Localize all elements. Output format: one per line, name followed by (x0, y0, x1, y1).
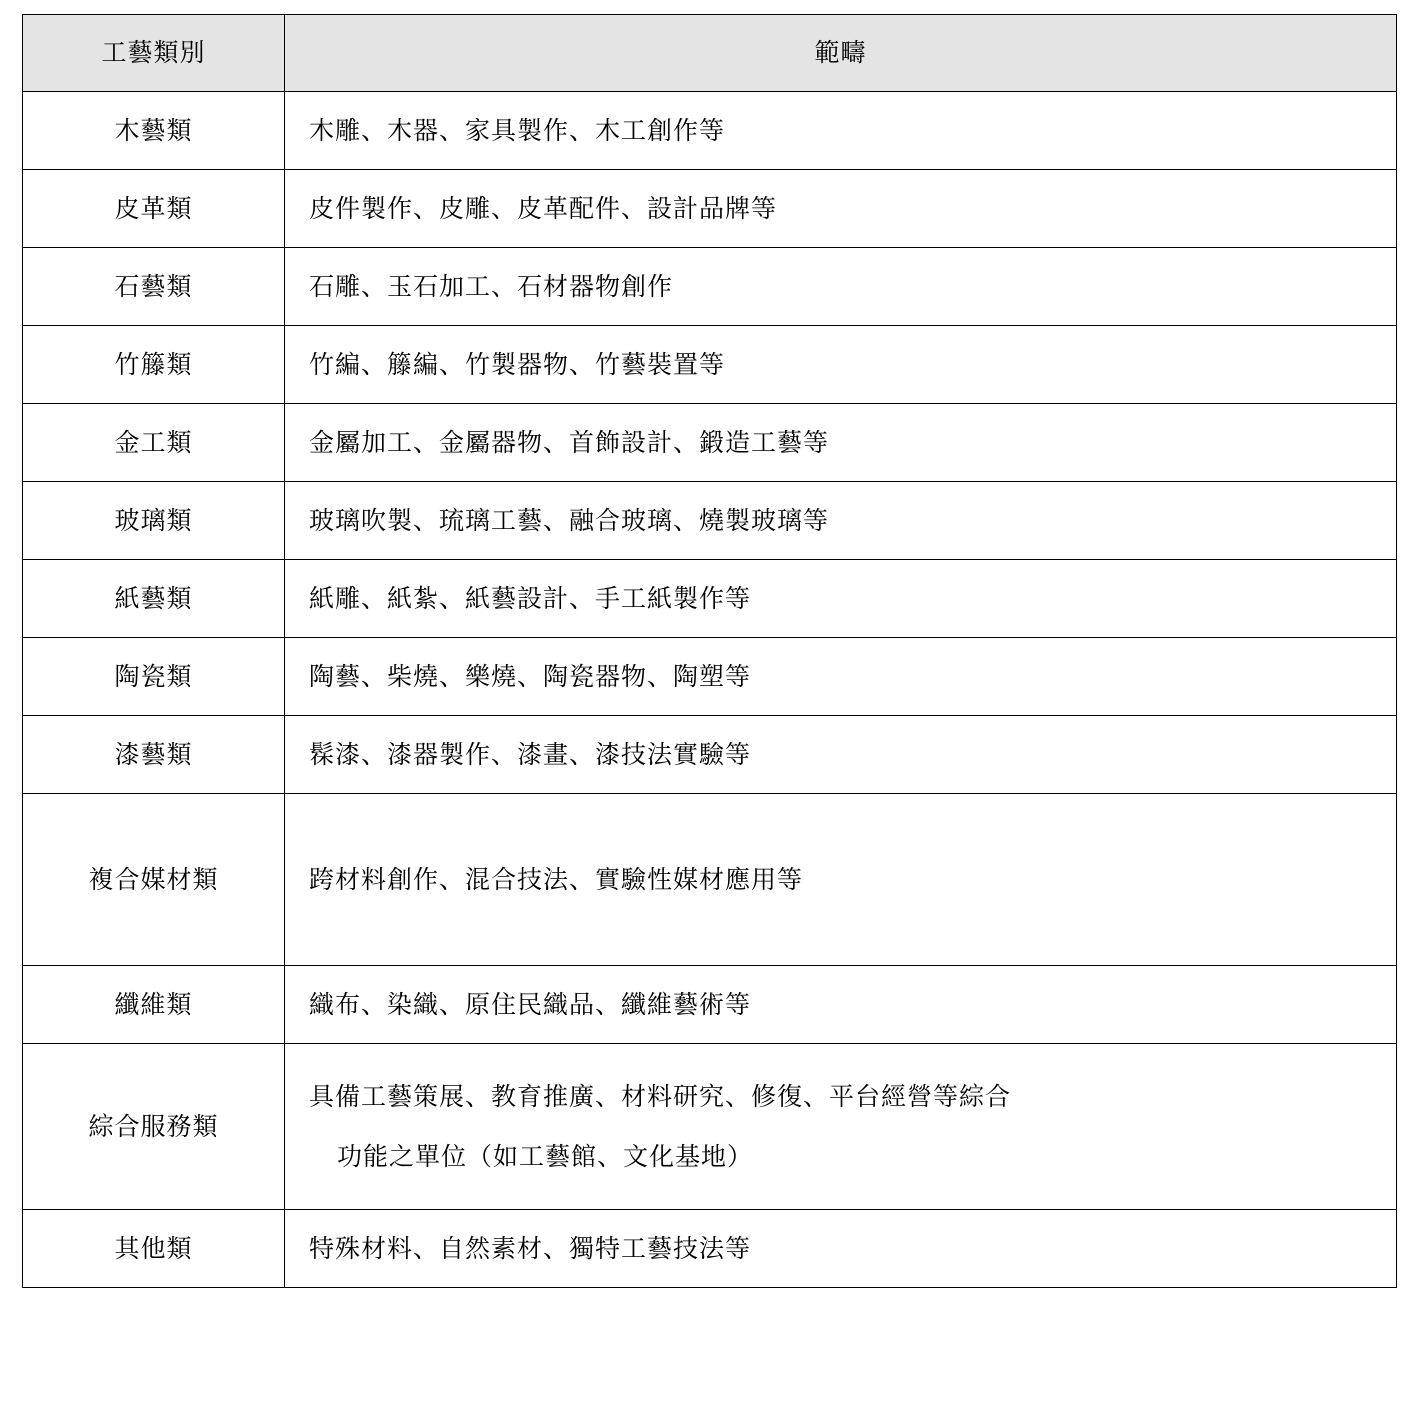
cell-scope: 織布、染織、原住民織品、纖維藝術等 (285, 966, 1397, 1044)
cell-category: 竹籐類 (23, 326, 285, 404)
cell-scope-line: 具備工藝策展、教育推廣、材料研究、修復、平台經營等綜合 (309, 1082, 1012, 1111)
table-row (23, 1210, 1397, 1288)
cell-category: 其他類 (23, 1210, 285, 1288)
cell-scope: 石雕、玉石加工、石材器物創作 (285, 248, 1397, 326)
cell-scope: 紙雕、紙紮、紙藝設計、手工紙製作等 (285, 560, 1397, 638)
cell-scope: 竹編、籐編、竹製器物、竹藝裝置等 (285, 326, 1397, 404)
table-row (23, 716, 1397, 794)
table-row (23, 1044, 1397, 1210)
cell-category: 木藝類 (23, 92, 285, 170)
cell-category: 玻璃類 (23, 482, 285, 560)
cell-scope: 金屬加工、金屬器物、首飾設計、鍛造工藝等 (285, 404, 1397, 482)
header-cell-category: 工藝類別 (23, 15, 285, 92)
cell-scope (285, 1044, 1397, 1210)
craft-category-table (22, 14, 1397, 1288)
cell-scope: 跨材料創作、混合技法、實驗性媒材應用等 (285, 794, 1397, 966)
table-row (23, 482, 1397, 560)
table-row (23, 170, 1397, 248)
cell-scope: 皮件製作、皮雕、皮革配件、設計品牌等 (285, 170, 1397, 248)
table-body (23, 92, 1397, 1288)
cell-scope: 特殊材料、自然素材、獨特工藝技法等 (285, 1210, 1397, 1288)
table-row (23, 966, 1397, 1044)
cell-category: 石藝類 (23, 248, 285, 326)
table-row (23, 326, 1397, 404)
table-row (23, 92, 1397, 170)
table-row (23, 638, 1397, 716)
cell-scope: 玻璃吹製、琉璃工藝、融合玻璃、燒製玻璃等 (285, 482, 1397, 560)
table-row (23, 404, 1397, 482)
table-header-row (23, 15, 1397, 92)
table-row (23, 248, 1397, 326)
cell-category: 金工類 (23, 404, 285, 482)
cell-category: 皮革類 (23, 170, 285, 248)
cell-scope: 陶藝、柴燒、樂燒、陶瓷器物、陶塑等 (285, 638, 1397, 716)
table-row (23, 794, 1397, 966)
cell-category: 綜合服務類 (23, 1044, 285, 1210)
cell-scope: 髹漆、漆器製作、漆畫、漆技法實驗等 (285, 716, 1397, 794)
table-row (23, 560, 1397, 638)
cell-category: 漆藝類 (23, 716, 285, 794)
cell-scope-line: 功能之單位（如工藝館、文化基地） (337, 1141, 754, 1171)
cell-category: 陶瓷類 (23, 638, 285, 716)
cell-scope: 木雕、木器、家具製作、木工創作等 (285, 92, 1397, 170)
cell-category: 纖維類 (23, 966, 285, 1044)
header-cell-scope: 範疇 (285, 15, 1397, 92)
cell-category: 複合媒材類 (23, 794, 285, 966)
cell-category: 紙藝類 (23, 560, 285, 638)
table-header (23, 15, 1397, 92)
